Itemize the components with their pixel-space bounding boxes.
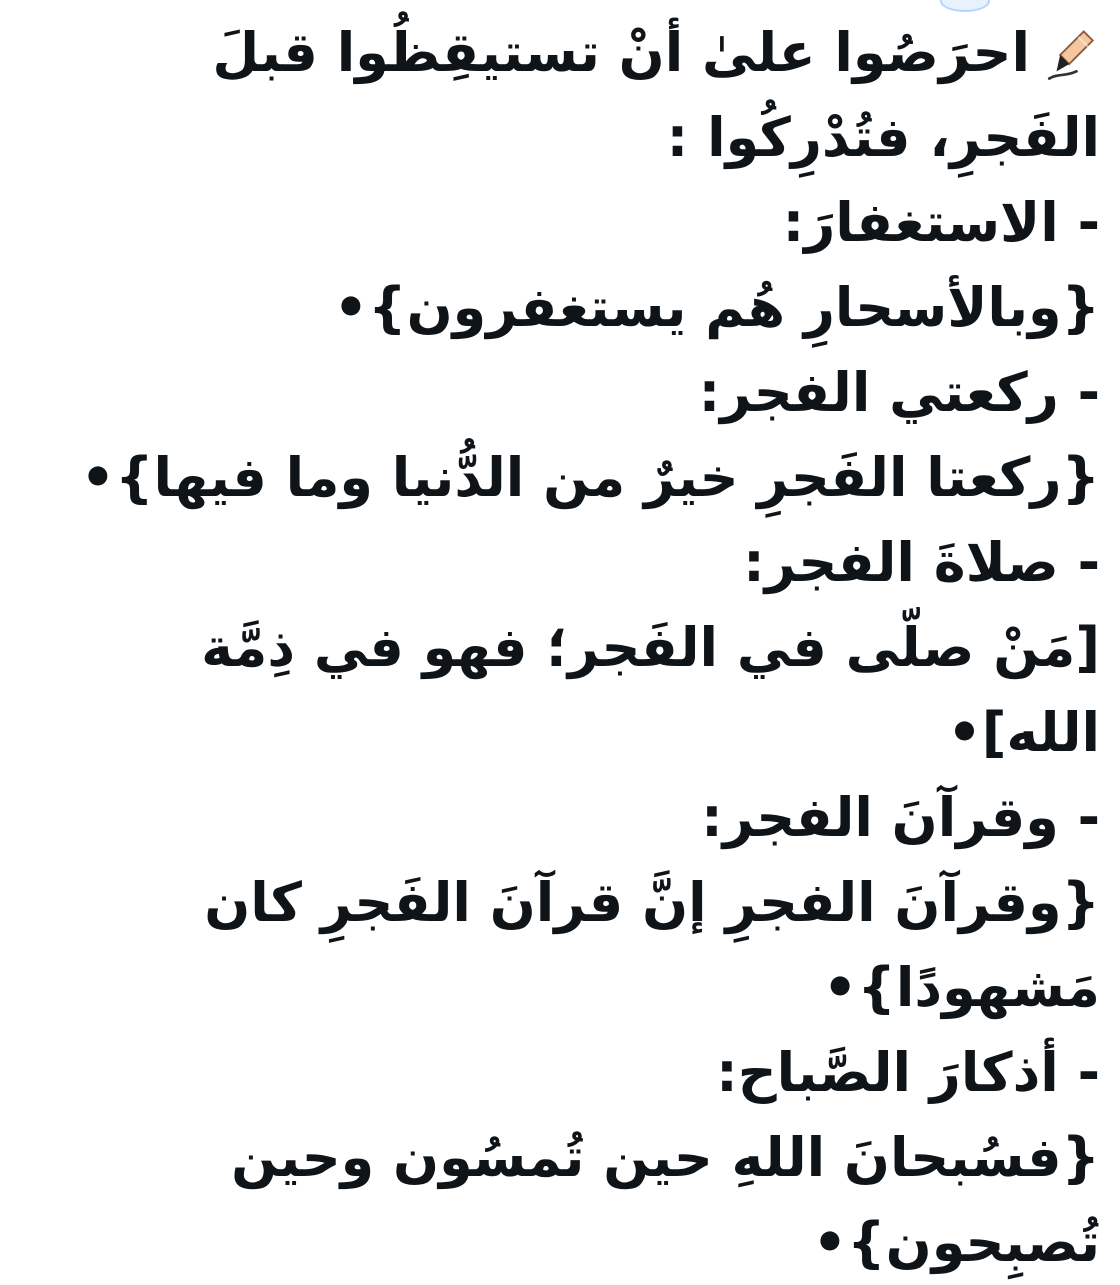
writing-hand-icon [1042,23,1100,81]
line-fajr-quran-heading: - وقرآنَ الفجر: [701,786,1100,849]
line-fajr-prayer-heading: - صلاةَ الفجر: [743,531,1100,594]
line-fajr-rakaat-heading: - ركعتي الفجر: [698,361,1100,424]
line-morning-adhkar-heading: - أذكارَ الصَّباح: [716,1041,1100,1104]
line-fajr-prayer-hadith: [مَنْ صلّى في الفَجر؛ فهو في ذِمَّة الله]• [201,616,1100,764]
title-text: احرَصُوا علىٰ أنْ تستيقِظُوا قبلَ الفَجرِ، فتُدْرِكُوا : [212,21,1100,169]
line-istighfar-heading: - الاستغفارَ: [782,191,1100,254]
line-fajr-quran-verse: {وقرآنَ الفجرِ إنَّ قرآنَ الفَجرِ كان مَشهودًا}• [204,871,1100,1019]
line-fajr-rakaat-hadith: {ركعتا الفَجرِ خيرٌ من الدُّنيا وما فيها}• [80,446,1100,509]
line-istighfar-verse: {وبالأسحارِ هُم يستغفرون}• [333,276,1100,339]
post-title [36,10,1100,180]
line-morning-adhkar-verse: {فسُبحانَ اللهِ حين تُمسُون وحين تُصبِحون}• [231,1126,1100,1274]
post-text [36,10,1100,1274]
